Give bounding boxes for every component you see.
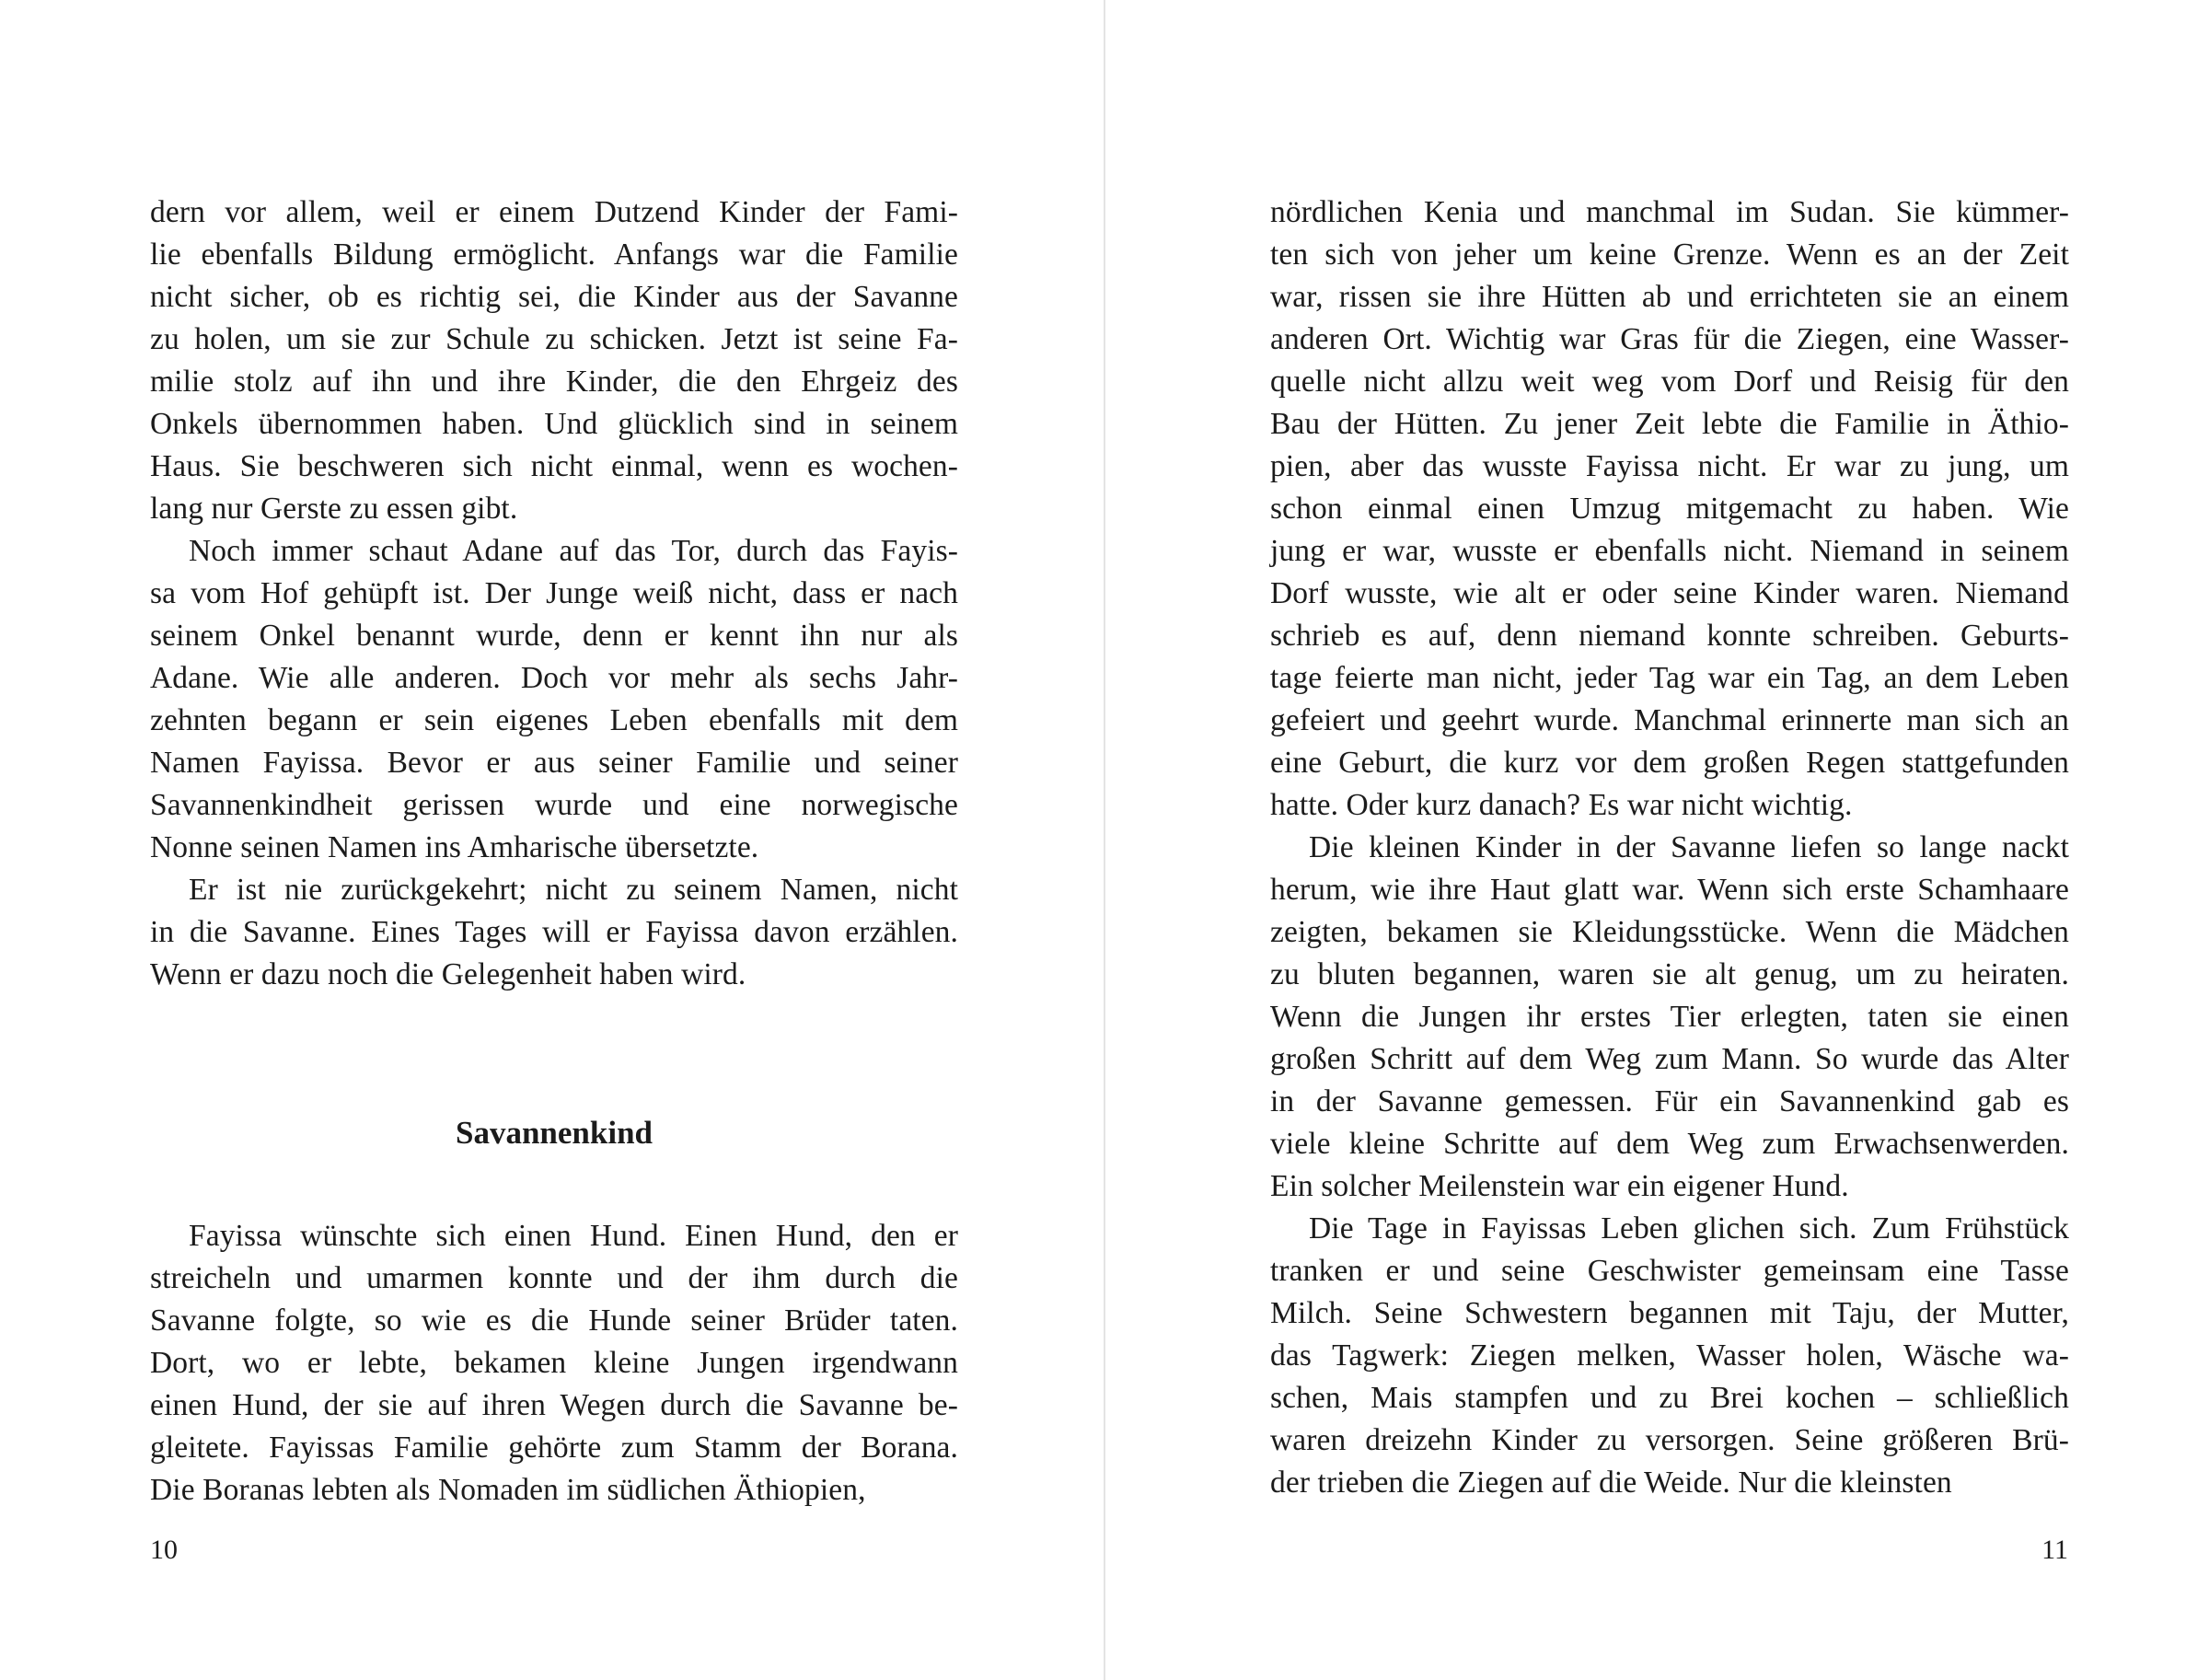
- text-line: Er ist nie zurückgekehrt; nicht zu seinem Namen, nicht: [189, 873, 958, 907]
- text-line: das Tagwerk: Ziegen melken, Wasser holen, Wäsche wa-: [1270, 1338, 2069, 1373]
- text-line: gefeiert und geehrt wurde. Manchmal erinnerte man sich an: [1270, 703, 2069, 737]
- text-line: in die Savanne. Eines Tages will er Fayissa davon erzählen.: [150, 915, 958, 949]
- text-line: schrieb es auf, denn niemand konnte schreiben. Geburts-: [1270, 619, 2069, 653]
- text-line: quelle nicht allzu weit weg vom Dorf und Reisig für den: [1270, 365, 2069, 399]
- text-line: war, rissen sie ihre Hütten ab und errichteten sie an einem: [1270, 280, 2069, 314]
- text-line: Adane. Wie alle anderen. Doch vor mehr als sechs Jahr-: [150, 661, 958, 695]
- text-line: Milch. Seine Schwestern begannen mit Taju, der Mutter,: [1270, 1296, 2069, 1330]
- paragraph: [1270, 191, 2069, 827]
- text-line: jung er war, wusste er ebenfalls nicht. Niemand in seinem: [1270, 534, 2069, 568]
- text-line: seinem Onkel benannt wurde, denn er kennt ihn nur als: [150, 619, 958, 653]
- text-line: Savannenkindheit gerissen wurde und eine norwegische: [150, 788, 958, 822]
- text-line: Die Tage in Fayissas Leben glichen sich. Zum Frühstück: [1309, 1211, 2069, 1246]
- text-line: zu bluten begannen, waren sie alt genug, um zu heiraten.: [1270, 957, 2069, 991]
- text-line: hatte. Oder kurz danach? Es war nicht wichtig.: [1270, 788, 1853, 822]
- text-line: schen, Mais stampfen und zu Brei kochen – schließlich: [1270, 1381, 2069, 1415]
- text-line: waren dreizehn Kinder zu versorgen. Seine größeren Brü-: [1270, 1423, 2069, 1457]
- page-right: [1105, 0, 2209, 1680]
- text-line: einen Hund, der sie auf ihren Wegen durch die Savanne be-: [150, 1388, 958, 1422]
- text-line: anderen Ort. Wichtig war Gras für die Ziegen, eine Wasser-: [1270, 322, 2069, 356]
- paragraph: [150, 191, 958, 530]
- text-line: lang nur Gerste zu essen gibt.: [150, 492, 518, 526]
- text-line: Fayissa wünschte sich einen Hund. Einen Hund, den er: [189, 1219, 958, 1253]
- text-line: eine Geburt, die kurz vor dem großen Regen stattgefunden: [1270, 746, 2069, 780]
- text-line: zu holen, um sie zur Schule zu schicken. Jetzt ist seine Fa-: [150, 322, 958, 356]
- text-line: Nonne seinen Namen ins Amharische übersetzte.: [150, 830, 759, 864]
- text-line: tage feierte man nicht, jeder Tag war ein Tag, an dem Leben: [1270, 661, 2069, 695]
- paragraph: [150, 530, 958, 869]
- text-line: Die kleinen Kinder in der Savanne liefen so lange nackt: [1309, 830, 2069, 864]
- page-number-left: 10: [150, 1535, 178, 1565]
- text-line: zehnten begann er sein eigenes Leben ebenfalls mit dem: [150, 703, 958, 737]
- text-line: nicht sicher, ob es richtig sei, die Kinder aus der Savanne: [150, 280, 958, 314]
- text-line: Dorf wusste, wie alt er oder seine Kinder waren. Niemand: [1270, 576, 2069, 610]
- text-line: nördlichen Kenia und manchmal im Sudan. Sie kümmer-: [1270, 195, 2069, 229]
- text-line: Dort, wo er lebte, bekamen kleine Jungen irgendwann: [150, 1346, 958, 1380]
- paragraph: [1270, 1208, 2069, 1504]
- text-line: lie ebenfalls Bildung ermöglicht. Anfangs war die Familie: [150, 238, 958, 272]
- page-left: [0, 0, 1104, 1680]
- text-line: Savanne folgte, so wie es die Hunde seiner Brüder taten.: [150, 1303, 958, 1338]
- text-line: der trieben die Ziegen auf die Weide. Nur die kleinsten: [1270, 1466, 1952, 1500]
- text-line: milie stolz auf ihn und ihre Kinder, die den Ehrgeiz des: [150, 365, 958, 399]
- text-line: Haus. Sie beschweren sich nicht einmal, wenn es wochen-: [150, 449, 958, 483]
- chapter-heading: Savannenkind: [455, 1115, 653, 1151]
- text-line: großen Schritt auf dem Weg zum Mann. So wurde das Alter: [1270, 1042, 2069, 1076]
- text-line: dern vor allem, weil er einem Dutzend Kinder der Fami-: [150, 195, 958, 229]
- text-line: Die Boranas lebten als Nomaden im südlichen Äthiopien,: [150, 1473, 866, 1507]
- text-line: sa vom Hof gehüpft ist. Der Junge weiß nicht, dass er nach: [150, 576, 958, 610]
- text-line: Wenn er dazu noch die Gelegenheit haben wird.: [150, 957, 746, 991]
- text-line: tranken er und seine Geschwister gemeinsam eine Tasse: [1270, 1254, 2069, 1288]
- paragraph: [1270, 827, 2069, 1208]
- text-line: schon einmal einen Umzug mitgemacht zu haben. Wie: [1270, 492, 2069, 526]
- text-line: viele kleine Schritte auf dem Weg zum Erwachsenwerden.: [1270, 1127, 2069, 1161]
- page-right-text-column: [1270, 191, 2069, 1504]
- paragraph: [150, 869, 958, 996]
- text-line: zeigten, bekamen sie Kleidungsstücke. Wenn die Mädchen: [1270, 915, 2069, 949]
- text-line: Onkels übernommen haben. Und glücklich sind in seinem: [150, 407, 958, 441]
- text-line: streicheln und umarmen konnte und der ihm durch die: [150, 1261, 958, 1295]
- text-line: ten sich von jeher um keine Grenze. Wenn es an der Zeit: [1270, 238, 2069, 272]
- page-number-right: 11: [2041, 1535, 2068, 1565]
- text-line: in der Savanne gemessen. Für ein Savannenkind gab es: [1270, 1084, 2069, 1118]
- text-line: Bau der Hütten. Zu jener Zeit lebte die Familie in Äthio-: [1270, 407, 2069, 441]
- text-line: Ein solcher Meilenstein war ein eigener Hund.: [1270, 1169, 1849, 1203]
- text-line: pien, aber das wusste Fayissa nicht. Er war zu jung, um: [1270, 449, 2069, 483]
- text-line: Noch immer schaut Adane auf das Tor, durch das Fayis-: [189, 534, 958, 568]
- paragraph: [150, 1215, 958, 1512]
- text-line: Wenn die Jungen ihr erstes Tier erlegten, taten sie einen: [1270, 1000, 2069, 1034]
- page-left-text-column: [150, 191, 958, 1512]
- text-line: herum, wie ihre Haut glatt war. Wenn sich erste Schamhaare: [1270, 873, 2069, 907]
- text-line: Namen Fayissa. Bevor er aus seiner Familie und seiner: [150, 746, 958, 780]
- text-line: gleitete. Fayissas Familie gehörte zum Stamm der Borana.: [150, 1431, 958, 1465]
